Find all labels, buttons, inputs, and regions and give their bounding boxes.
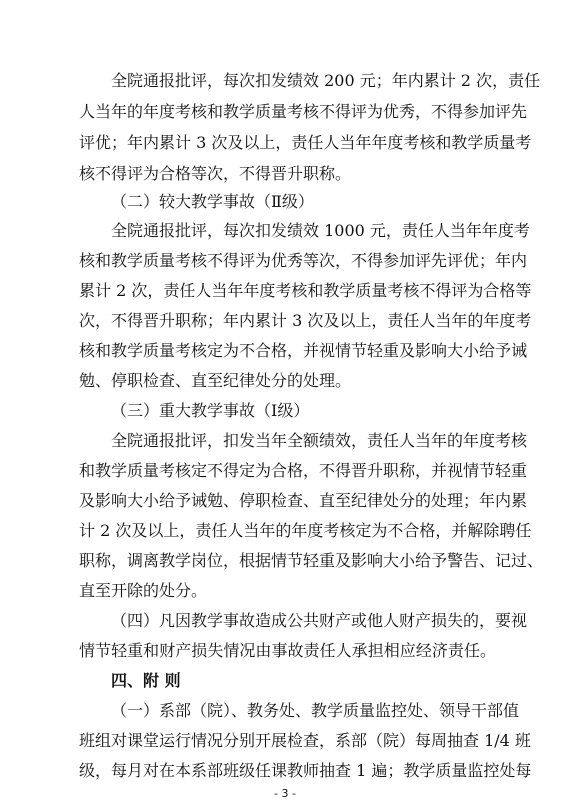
body-text-line: 全院通报批评，每次扣发绩效 1000 元，责任人当年年度考 [111,221,530,240]
body-text-line: （一）系部（院）、教务处、教学质量监控处、领导干部值 [111,701,520,720]
body-text-line: 勉、停职检查、直至纪律处分的处理。 [79,371,352,390]
body-text-line: 次，不得晋升职称；年内累计 3 次及以上，责任人当年的年度考 [79,311,532,330]
body-text-line: 全院通报批评，每次扣发绩效 200 元；年内累计 2 次，责任 [111,71,541,90]
body-text-line: 累计 2 次，责任人当年年度考核和教学质量考核不得评为合格等 [79,281,532,300]
body-text-line: 情节轻重和财产损失情况由事故责任人承担相应经济责任。 [79,641,496,660]
body-text-line: 班组对课堂运行情况分别开展检查，系部（院）每周抽查 1/4 班 [79,731,531,750]
body-text-line: 核和教学质量考核定为不合格，并视情节轻重及影响大小给予诫 [79,341,528,360]
body-text-line: 及影响大小给予诫勉、停职检查、直至纪律处分的处理；年内累 [79,491,528,510]
body-text-line: 直至开除的处分。 [79,581,208,600]
body-text-line: 和教学质量考核定不得定为合格，不得晋升职称，并视情节轻重 [79,461,528,480]
body-text-line: 全院通报批评，扣发当年全额绩效，责任人当年的年度考核 [111,431,528,450]
body-text-line: 核和教学质量考核不得评为优秀等次，不得参加评先评优；年内 [79,251,528,270]
body-text-line: 核不得评为合格等次，不得晋升职称。 [79,164,352,183]
body-text-line: 职称，调离教学岗位，根据情节轻重及影响大小给予警告、记过、 [79,551,544,570]
body-text-line: （四）凡因教学事故造成公共财产或他人财产损失的，要视 [111,611,528,630]
page-number: - 3 - [274,787,296,800]
body-text-line: 级，每月对在本系部班级任课教师抽查 1 遍；教学质量监控处每 [79,761,532,780]
appendix-heading: 四、附 则 [111,671,181,690]
body-text-line: 计 2 次及以上，责任人当年的年度考核定为不合格，并解除聘任 [79,521,532,540]
section-heading-level-1: （三）重大教学事故（Ⅰ级） [111,401,310,420]
body-text-line: 评优；年内累计 3 次及以上，责任人当年年度考核和教学质量考 [79,133,532,152]
section-heading-level-2: （二）较大教学事故（Ⅱ级） [111,192,314,211]
body-text-line: 人当年的年度考核和教学质量考核不得评为优秀，不得参加评先 [79,102,528,121]
